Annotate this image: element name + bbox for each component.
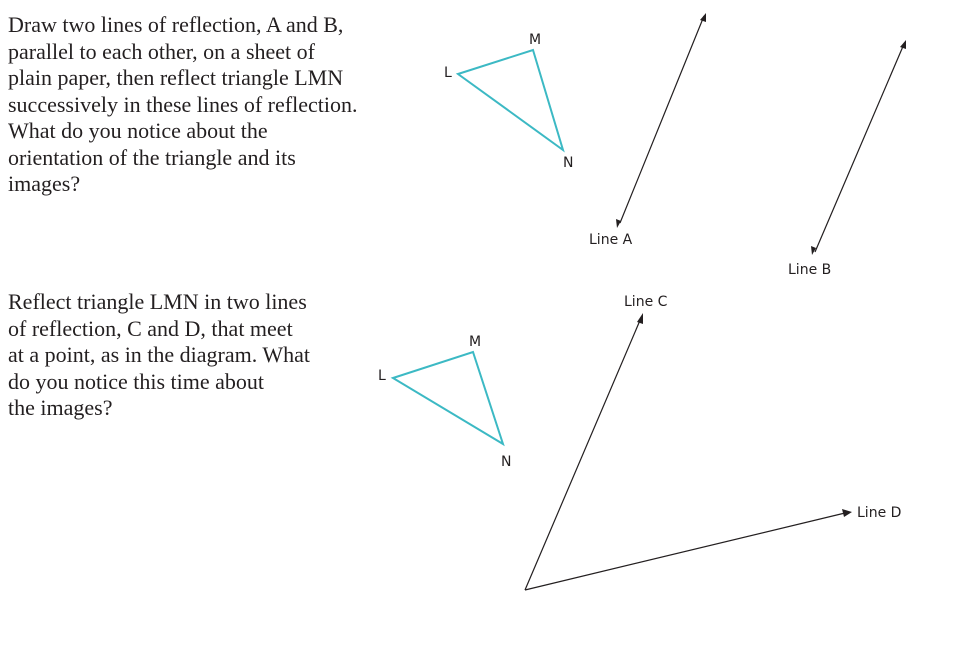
diagram-2 <box>378 294 901 590</box>
diagram-1 <box>444 13 906 278</box>
line-a <box>616 13 706 228</box>
question-1-line: What do you notice about the <box>8 118 268 143</box>
question-2-line: the images? <box>8 395 113 420</box>
question-1-line: parallel to each other, on a sheet of <box>8 38 315 64</box>
question-1-line: plain paper, then reflect triangle LMN <box>8 65 344 90</box>
vertex-label-l: L <box>444 65 452 81</box>
triangle-lmn-2 <box>393 352 503 444</box>
vertex-label-m: M <box>469 334 482 350</box>
line-b-label: Line B <box>788 262 832 278</box>
question-1-line: images? <box>8 171 81 196</box>
vertex-label-l: L <box>378 368 386 384</box>
line-d <box>525 509 852 590</box>
line-d-label: Line D <box>857 505 902 521</box>
question-2-line: do you notice this time about <box>8 368 265 394</box>
question-1-line: Draw two lines of reflection, A and B, <box>8 12 344 37</box>
line-c <box>525 313 643 590</box>
vertex-label-n: N <box>501 454 512 470</box>
question-2-line: of reflection, C and D, that meet <box>8 315 293 341</box>
question-2-line: Reflect triangle LMN in two lines <box>8 289 307 314</box>
question-2-line: at a point, as in the diagram. What <box>8 342 311 367</box>
question-1-line: successively in these lines of reflection. <box>8 91 358 117</box>
question-1-line: orientation of the triangle and its <box>8 144 296 170</box>
vertex-label-n: N <box>563 155 574 171</box>
line-b <box>811 40 906 255</box>
vertex-label-m: M <box>529 32 542 48</box>
line-a-label: Line A <box>589 232 633 248</box>
line-c-label: Line C <box>624 294 668 310</box>
triangle-lmn-1 <box>458 50 563 150</box>
